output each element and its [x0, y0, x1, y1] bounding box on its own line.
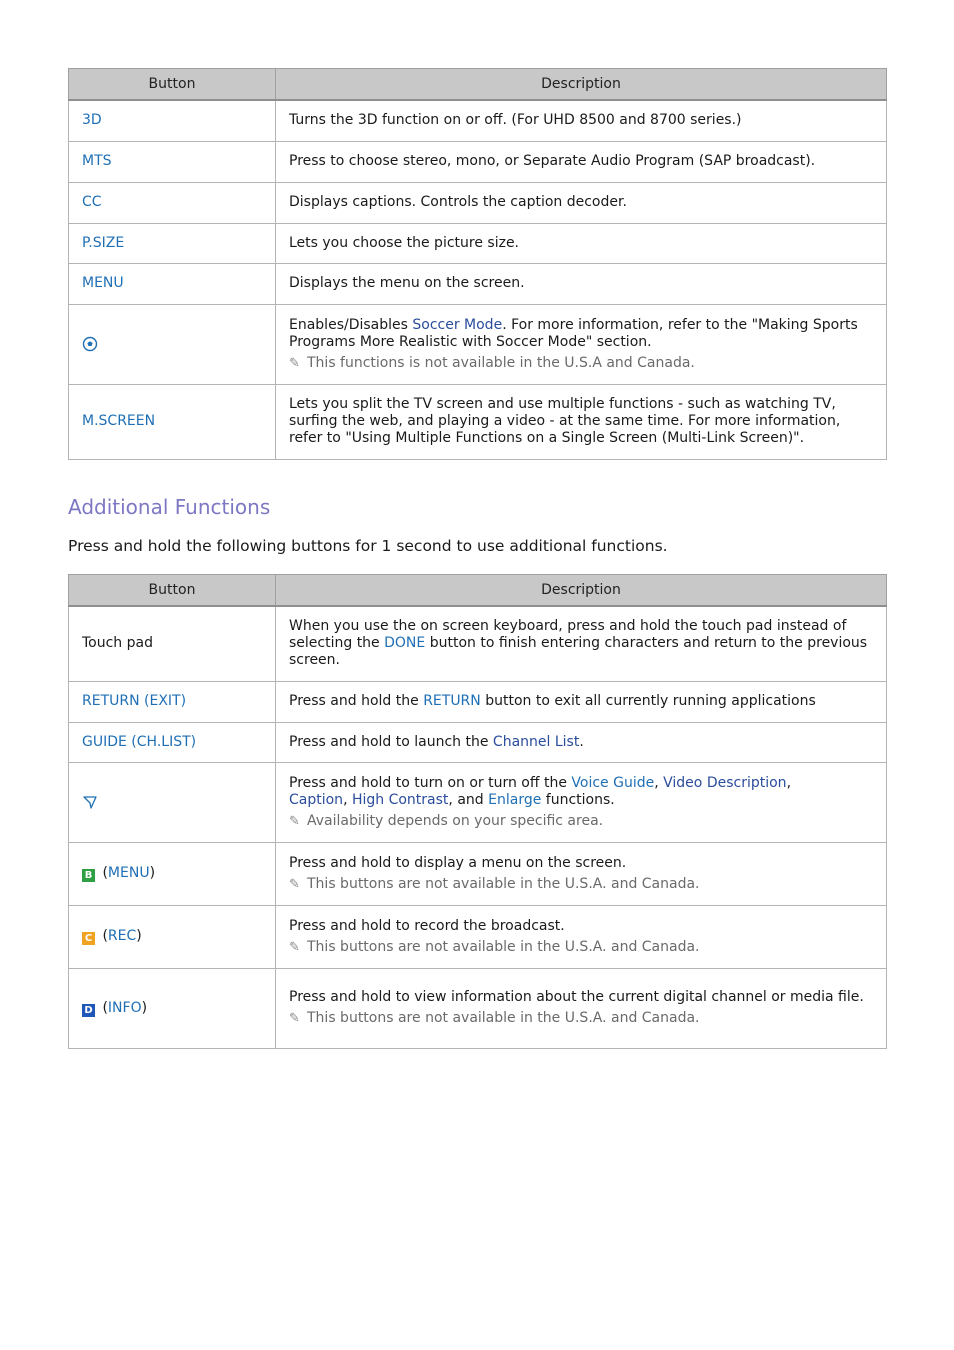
green-b-button-icon: B: [82, 869, 95, 882]
yellow-c-button-icon: C: [82, 932, 95, 945]
pencil-note-icon: ✎: [289, 355, 300, 371]
button-icon-cell: [69, 762, 276, 842]
channel-list-link[interactable]: Channel List: [492, 733, 580, 750]
blue-d-button-icon: D: [82, 1004, 95, 1017]
button-description: Lets you split the TV screen and use multiple functions - such as watching TV, surfing the web, and playing a video - at the same time. For more information, refer to "Using Multiple Functions on a Single Screen (Multi-Link Screen)".: [276, 384, 887, 459]
video-description-link[interactable]: Video Description: [663, 774, 787, 791]
note: ✎ This buttons are not available in the U.S.A. and Canada.: [289, 875, 700, 892]
table-row: [69, 384, 887, 459]
column-header-description: Description: [276, 69, 887, 101]
note: ✎ This buttons are not available in the U.S.A. and Canada.: [289, 938, 700, 955]
table-row: [69, 722, 887, 762]
button-name: Touch pad: [69, 606, 276, 681]
caption-link[interactable]: Caption: [289, 791, 344, 808]
button-name: C (REC): [69, 905, 276, 968]
table-row: [69, 263, 887, 304]
table-row: [69, 762, 887, 842]
table-row: [69, 182, 887, 223]
table-row: [69, 681, 887, 722]
table-header-row: [69, 69, 887, 101]
button-description: Displays captions. Controls the caption decoder.: [276, 182, 887, 223]
column-header-button: Button: [69, 575, 276, 607]
table-row: [69, 100, 887, 141]
table-row: [69, 905, 887, 968]
additional-functions-table: [68, 574, 887, 1049]
table-row: [69, 304, 887, 384]
table-row: [69, 141, 887, 182]
button-name: RETURN (EXIT): [69, 681, 276, 722]
table-header-row: [69, 575, 887, 607]
column-header-button: Button: [69, 69, 276, 101]
button-name: GUIDE (CH.LIST): [69, 722, 276, 762]
button-description: Lets you choose the picture size.: [276, 223, 887, 263]
button-description: Press and hold to launch the Channel List.: [276, 722, 887, 762]
table-row: [69, 606, 887, 681]
note: ✎ This functions is not available in the U.S.A and Canada.: [289, 354, 695, 371]
button-description: When you use the on screen keyboard, press and hold the touch pad instead of selecting the DONE button to finish entering characters and return to the previous screen.: [276, 606, 887, 681]
voice-guide-link[interactable]: Voice Guide: [571, 774, 655, 791]
button-description: Enables/Disables Soccer Mode. For more information, refer to the "Making Sports Programs More Realistic with Soccer Mode" section. ✎ This functions is not available in the U.S.A and Canada.: [276, 304, 887, 384]
button-name: P.SIZE: [69, 223, 276, 263]
button-description: Displays the menu on the screen.: [276, 263, 887, 304]
button-description: Turns the 3D function on or off. (For UHD 8500 and 8700 series.): [276, 100, 887, 141]
pencil-note-icon: ✎: [289, 1011, 300, 1026]
pencil-note-icon: ✎: [289, 813, 300, 829]
enlarge-link[interactable]: Enlarge: [488, 791, 542, 808]
button-name: 3D: [69, 100, 276, 141]
button-description: Press and hold to view information about the current digital channel or media file. ✎ This buttons are not available in the U.S.A. and Canada.: [276, 968, 887, 1048]
pencil-note-icon: ✎: [289, 939, 300, 955]
column-header-description: Description: [276, 575, 887, 607]
note: ✎ Availability depends on your specific area.: [289, 812, 604, 829]
note: ✎ This buttons are not available in the U.S.A. and Canada.: [289, 1010, 700, 1026]
button-name: MTS: [69, 141, 276, 182]
table-row: [69, 842, 887, 905]
table-row: [69, 968, 887, 1048]
section-intro: Press and hold the following buttons for 1 second to use additional functions.: [68, 537, 668, 555]
button-description: Press and hold to turn on or turn off the Voice Guide, Video Description, Caption, High Contrast, and Enlarge functions. ✎ Availability depends on your specific area.: [276, 762, 887, 842]
pencil-note-icon: ✎: [289, 876, 300, 892]
button-icon-cell: [69, 304, 276, 384]
soccer-ball-icon: [82, 336, 98, 352]
high-contrast-link[interactable]: High Contrast: [351, 791, 449, 808]
return-link[interactable]: RETURN: [423, 693, 481, 709]
section-heading: Additional Functions: [68, 495, 271, 519]
buttons-table: [68, 68, 887, 460]
soccer-mode-link[interactable]: Soccer Mode: [412, 316, 503, 333]
button-description: Press to choose stereo, mono, or Separate Audio Program (SAP broadcast).: [276, 141, 887, 182]
done-link[interactable]: DONE: [384, 635, 426, 652]
button-name: D (INFO): [69, 968, 276, 1048]
table-row: [69, 223, 887, 263]
button-description: Press and hold the RETURN button to exit all currently running applications: [276, 681, 887, 722]
button-name: B (MENU): [69, 842, 276, 905]
button-name: M.SCREEN: [69, 384, 276, 459]
button-name: CC: [69, 182, 276, 223]
button-description: Press and hold to display a menu on the screen. ✎ This buttons are not available in the U.S.A. and Canada.: [276, 842, 887, 905]
button-name: MENU: [69, 263, 276, 304]
button-description: Press and hold to record the broadcast. ✎ This buttons are not available in the U.S.A. and Canada.: [276, 905, 887, 968]
accessibility-icon: [82, 794, 98, 810]
